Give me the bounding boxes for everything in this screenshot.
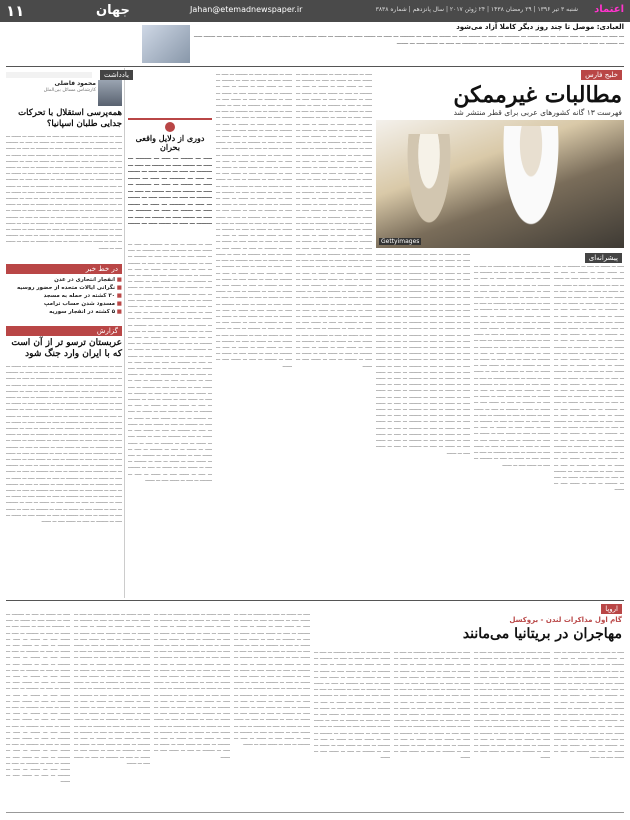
report-tag: گزارش — [6, 326, 122, 336]
quote-box — [128, 118, 212, 240]
author-photo — [98, 80, 122, 106]
main-story-column-3: ـــــ ـــ ـــــــ ـــ ـــــ ـــ ـــــــــ ـــ ـــــ ـــ ـــــــ ـــــ ـــ ـــــــ ـــ ـــــ ـــ ـــــــــ ـــ ـــــ ـــ ـــــــ ـــــ ـــ ـــــــ ـــ ـــــ ـــ ـــــــــ ـــ ـــــ ـــ ـــــــ ـــــ ـــ ـــــــ ـــ ـــــ ـــ ـــــــــ ـــ ـــــ ـــ ـــــــ ـــــ ـــ ـــــــ ـــ ـــــ ـــ ـــــــــ ـــ ـــــ ـــ ـــــــ ـــــ ـــ ـــــــ ـــ ـــــ ـــ ـــــــــ ـــ ـــــ ـــ ـــــــ ـــــ ـــ ـــــــ ـــ ـــــ ـــ ـــــــــ ـــ ـــــ ـــ ـــــــ ـــــ ـــ ـــــــ ـــ ـــــ ـــ ـــــــــ ـــ ـــــ ـــ ـــــــ ـــــ ـــ ـــــــ ـــ ـــــ ـــ ـــــــــ ـــ ـــــ ـــ ـــــــ ـــــ ـــ ـــــــ ـــ ـــــ ـــ ـــــــــ ـــ ـــــ ـــ ـــــــ ـــــ ـــ ـــــــ ـــ ـــــ ـــ ـــــــــ ـــ ـــــ ـــ ـــــــ ـــــ ـــ ـــــــ ـــ ـــــ ـــ ـــــــــ ـــ ـــــ ـــ ـــــــ ـــــ ـــ ـــــــ ـــ ـــــ ـــ ـــــــــ ـــ ـــــ ـــ ـــــــ ـــــ ـــ ـــــــ ـــ ـــــ ـــ ـــــــــ ـــ ـــــ ـــ ـــــــ ـــــ ـــ ـــــــ ـــ ـــــ ـــ ـــــــــ ـــ ـــــ ـــ ـــــــ ـــــ ـــ ـــــــ ـــ ـــــ ـــ ـــــــــ ـــ ـــــ ـــ ـــــــ ـــــ ـــ ـــــــ ـــ ـــــ ـــ ـــــــــ ـــ ـــــ ـــ ـــــــ ـــــ ـــ ـــــــ ـــ ـــــ ـــ ـــــــــ ـــ ـــــ ـــ ـــــــ ـــــ ـــ ـــــــ ـــ ـــــ ـــ ـــــــــ ـــ ـــــ ـــ ـــــــ ـــــ ـــ ـــــــ ـــ ـــــ ـــ ـــــــــ ـــ ـــــ ـــ ـــــــ ـــــ ـــ ـــــــ ـــ ـــــ ـــ ـــــــــ ـــ ـــــ ـــ ـــــــ ـــــ ـــ ـــــــ ـــ ـــــ ـــ ـــــــــ ـــ ـــــ ـــ ـــــــ ـــــ ـــ ـــــــ ـــ ـــــ ـــ ـــــــــ ـــ ـــــ ـــ ـــــــ ـــــ ـــ ـــــــ ـــ ـــــ ـــ ـــــــــ ـــ ـــــ ـــ ـــــــ ـــــ ـــ ـــــــ ـــ ـــــ ـــ ـــــــــ ـــ ـــــ ـــ ـــــــ ـــــ ـــ ـــــــ ـــ ـــــ ـــ ـــــــــ ـــ ـــــ ـــ ـــــــ ـــــ ـــ ـــــــ ـــ ـــــ ـــ ـــــــــ ـــ ـــــ ـــ ـــــــ ـــــ ـــ ـــــــ ـــ ـــــ ـــ ـــــــــ ـــ ـــــ ـــ ـــــــ ـــــ ـــ ـــــــ ـــ ـــــ ـــ ـــــــــ ـــ ـــــ ـــ ـــــــ ـــــ ـــ ـــــــ ـــ ـــــ ـــ ـــــــــ ـــ ـــــ ـــ ـــــــ ـــــ ـــ ـــــــ ـــ ـــــ ـــ ـــــــــ ـــ ـــــ ـــ ـــــــ ـــــ ـــ ـــــــ ـــ ـــــ ـــ ـــــــــ ـــ ـــــ ـــ ـــــــ ـــــ ـــ ـــــــ — [376, 252, 470, 456]
news-strip-headline: العبادی: موصل تا چند روز دیگر کاملا آزاد می‌شود — [456, 23, 624, 31]
photo-credit: Gettyimages — [381, 238, 420, 245]
opinion-tag: یادداشت — [100, 70, 133, 80]
divider — [6, 600, 624, 601]
main-story-column-4: ـــــ ـــ ـــــــ ـــ ـــــ ـــ ـــــــــ ـــ ـــــ ـــ ـــــــ ـــــ ـــ ـــــــ ـــ ـــــ ـــ ـــــــــ ـــ ـــــ ـــ ـــــــ ـــــ ـــ ـــــــ ـــ ـــــ ـــ ـــــــــ ـــ ـــــ ـــ ـــــــ ـــــ ـــ ـــــــ ـــ ـــــ ـــ ـــــــــ ـــ ـــــ ـــ ـــــــ ـــــ ـــ ـــــــ ـــ ـــــ ـــ ـــــــــ ـــ ـــــ ـــ ـــــــ ـــــ ـــ ـــــــ ـــ ـــــ ـــ ـــــــــ ـــ ـــــ ـــ ـــــــ ـــــ ـــ ـــــــ ـــ ـــــ ـــ ـــــــــ ـــ ـــــ ـــ ـــــــ ـــــ ـــ ـــــــ ـــ ـــــ ـــ ـــــــــ ـــ ـــــ ـــ ـــــــ ـــــ ـــ ـــــــ ـــ ـــــ ـــ ـــــــــ ـــ ـــــ ـــ ـــــــ ـــــ ـــ ـــــــ ـــ ـــــ ـــ ـــــــــ ـــ ـــــ ـــ ـــــــ ـــــ ـــ ـــــــ ـــ ـــــ ـــ ـــــــــ ـــ ـــــ ـــ ـــــــ ـــــ ـــ ـــــــ ـــ ـــــ ـــ ـــــــــ ـــ ـــــ ـــ ـــــــ ـــــ ـــ ـــــــ ـــ ـــــ ـــ ـــــــــ ـــ ـــــ ـــ ـــــــ ـــــ ـــ ـــــــ ـــ ـــــ ـــ ـــــــــ ـــ ـــــ ـــ ـــــــ ـــــ ـــ ـــــــ ـــ ـــــ ـــ ـــــــــ ـــ ـــــ ـــ ـــــــ ـــــ ـــ ـــــــ ـــ ـــــ ـــ ـــــــــ ـــ ـــــ ـــ ـــــــ ـــــ ـــ ـــــــ ـــ ـــــ ـــ ـــــــــ ـــ ـــــ ـــ ـــــــ ـــــ ـــ ـــــــ ـــ ـــــ ـــ ـــــــــ ـــ ـــــ ـــ ـــــــ ـــــ ـــ ـــــــ ـــ ـــــ ـــ ـــــــــ ـــ ـــــ ـــ ـــــــ ـــــ ـــ ـــــــ ـــ ـــــ ـــ ـــــــــ ـــ ـــــ ـــ ـــــــ ـــــ ـــ ـــــــ ـــ ـــــ ـــ ـــــــــ ـــ ـــــ ـــ ـــــــ ـــــ ـــ ـــــــ ـــ ـــــ ـــ ـــــــــ ـــ ـــــ ـــ ـــــــ ـــــ ـــ ـــــــ ـــ ـــــ ـــ ـــــــــ ـــ ـــــ ـــ ـــــــ ـــــ ـــ ـــــــ ـــ ـــــ ـــ ـــــــــ ـــ ـــــ ـــ ـــــــ ـــــ ـــ ـــــــ ـــ ـــــ ـــ ـــــــــ ـــ ـــــ ـــ ـــــــ ـــــ ـــ ـــــــ ـــ ـــــ ـــ ـــــــــ ـــ ـــــ ـــ ـــــــ ـــــ ـــ ـــــــ ـــ ـــــ ـــ ـــــــــ ـــ ـــــ ـــ ـــــــ ـــــ ـــ ـــــــ ـــ ـــــ ـــ ـــــــــ ـــ ـــــ ـــ ـــــــ ـــــ ـــ ـــــــ ـــ ـــــ ـــ ـــــــــ ـــ ـــــ ـــ ـــــــ ـــــ ـــ ـــــــ ـــ ـــــ ـــ ـــــــــ ـــ ـــــ ـــ ـــــــ ـــــ ـــ ـــــــ ـــ ـــــ ـــ ـــــــــ ـــ ـــــ ـــ ـــــــ ـــــ ـــ ـــــــ ـــ ـــــ ـــ ـــــــــ ـــ ـــــ ـــ ـــــــ ـــــ ـــ ـــــــ ـــ ـــــ ـــ ـــــــــ ـــ ـــــ ـــ ـــــــ ـــــ ـــ ـــــــ ـــ ـــــ ـــ ـــــــــ ـــ ـــــ ـــ ـــــــ ـــــ ـــ ـــــــ ـــ ـــــ ـــ ـــــــــ ـــ ـــــ ـــ ـــــــ ـــــ ـــ ـــــــ ـــ ـــــ ـــ ـــــــــ ـــ ـــــ ـــ ـــــــ ـــــ ـــ ـــــــ ـــ ـــــ ـــ ـــــــــ ـــ ـــــ ـــ ـــــــ ـــــ ـــ ـــــــ ـــ ـــــ ـــ ـــــــــ ـــ ـــــ ـــ ـــــــ ـــــ ـــ ـــــــ ـــ ـــــ ـــ ـــــــــ ـــ ـــــ ـــ ـــــــ ـــــ ـــ ـــــــ — [296, 72, 372, 369]
divider — [6, 66, 624, 67]
main-story-tag: خلیج فارس — [581, 70, 622, 80]
briefs-box — [6, 264, 122, 274]
main-story-column-1: ـــــ ـــ ـــــــ ـــ ـــــ ـــ ـــــــــ ـــ ـــــ ـــ ـــــــ ـــــ ـــ ـــــــ ـــ ـــــ ـــ ـــــــــ ـــ ـــــ ـــ ـــــــ ـــــ ـــ ـــــــ ـــ ـــــ ـــ ـــــــــ ـــ ـــــ ـــ ـــــــ ـــــ ـــ ـــــــ ـــ ـــــ ـــ ـــــــــ ـــ ـــــ ـــ ـــــــ ـــــ ـــ ـــــــ ـــ ـــــ ـــ ـــــــــ ـــ ـــــ ـــ ـــــــ ـــــ ـــ ـــــــ ـــ ـــــ ـــ ـــــــــ ـــ ـــــ ـــ ـــــــ ـــــ ـــ ـــــــ ـــ ـــــ ـــ ـــــــــ ـــ ـــــ ـــ ـــــــ ـــــ ـــ ـــــــ ـــ ـــــ ـــ ـــــــــ ـــ ـــــ ـــ ـــــــ ـــــ ـــ ـــــــ ـــ ـــــ ـــ ـــــــــ ـــ ـــــ ـــ ـــــــ ـــــ ـــ ـــــــ ـــ ـــــ ـــ ـــــــــ ـــ ـــــ ـــ ـــــــ ـــــ ـــ ـــــــ ـــ ـــــ ـــ ـــــــــ ـــ ـــــ ـــ ـــــــ ـــــ ـــ ـــــــ ـــ ـــــ ـــ ـــــــــ ـــ ـــــ ـــ ـــــــ ـــــ ـــ ـــــــ ـــ ـــــ ـــ ـــــــــ ـــ ـــــ ـــ ـــــــ ـــــ ـــ ـــــــ ـــ ـــــ ـــ ـــــــــ ـــ ـــــ ـــ ـــــــ ـــــ ـــ ـــــــ ـــ ـــــ ـــ ـــــــــ ـــ ـــــ ـــ ـــــــ ـــــ ـــ ـــــــ ـــ ـــــ ـــ ـــــــــ ـــ ـــــ ـــ ـــــــ ـــــ ـــ ـــــــ ـــ ـــــ ـــ ـــــــــ ـــ ـــــ ـــ ـــــــ ـــــ ـــ ـــــــ ـــ ـــــ ـــ ـــــــــ ـــ ـــــ ـــ ـــــــ ـــــ ـــ ـــــــ ـــ ـــــ ـــ ـــــــــ ـــ ـــــ ـــ ـــــــ ـــــ ـــ ـــــــ ـــ ـــــ ـــ ـــــــــ ـــ ـــــ ـــ ـــــــ ـــــ ـــ ـــــــ ـــ ـــــ ـــ ـــــــــ ـــ ـــــ ـــ ـــــــ ـــــ ـــ ـــــــ ـــ ـــــ ـــ ـــــــــ ـــ ـــــ ـــ ـــــــ ـــــ ـــ ـــــــ ـــ ـــــ ـــ ـــــــــ ـــ ـــــ ـــ ـــــــ ـــــ ـــ ـــــــ ـــ ـــــ ـــ ـــــــــ ـــ ـــــ ـــ ـــــــ ـــــ ـــ ـــــــ ـــ ـــــ ـــ ـــــــــ ـــ ـــــ ـــ ـــــــ ـــــ ـــ ـــــــ ـــ ـــــ ـــ ـــــــــ ـــ ـــــ ـــ ـــــــ ـــــ ـــ ـــــــ ـــ ـــــ ـــ ـــــــــ ـــ ـــــ ـــ ـــــــ ـــــ ـــ ـــــــ — [554, 264, 624, 493]
bottom-story-column-7: ـــــ ـــ ـــــــ ـــ ـــــ ـــ ـــــــــ ـــ ـــــ ـــ ـــــــ ـــــ ـــ ـــــــ ـــ ـــــ ـــ ـــــــــ ـــ ـــــ ـــ ـــــــ ـــــ ـــ ـــــــ ـــ ـــــ ـــ ـــــــــ ـــ ـــــ ـــ ـــــــ ـــــ ـــ ـــــــ ـــ ـــــ ـــ ـــــــــ ـــ ـــــ ـــ ـــــــ ـــــ ـــ ـــــــ ـــ ـــــ ـــ ـــــــــ ـــ ـــــ ـــ ـــــــ ـــــ ـــ ـــــــ ـــ ـــــ ـــ ـــــــــ ـــ ـــــ ـــ ـــــــ ـــــ ـــ ـــــــ ـــ ـــــ ـــ ـــــــــ ـــ ـــــ ـــ ـــــــ ـــــ ـــ ـــــــ ـــ ـــــ ـــ ـــــــــ ـــ ـــــ ـــ ـــــــ ـــــ ـــ ـــــــ ـــ ـــــ ـــ ـــــــــ ـــ ـــــ ـــ ـــــــ ـــــ ـــ ـــــــ ـــ ـــــ ـــ ـــــــــ ـــ ـــــ ـــ ـــــــ ـــــ ـــ ـــــــ ـــ ـــــ ـــ ـــــــــ ـــ ـــــ ـــ ـــــــ ـــــ ـــ ـــــــ ـــ ـــــ ـــ ـــــــــ ـــ ـــــ ـــ ـــــــ ـــــ ـــ ـــــــ ـــ ـــــ ـــ ـــــــــ ـــ ـــــ ـــ ـــــــ ـــــ ـــ ـــــــ ـــ ـــــ ـــ ـــــــــ ـــ ـــــ ـــ ـــــــ ـــــ ـــ ـــــــ ـــ ـــــ ـــ ـــــــــ ـــ ـــــ ـــ ـــــــ ـــــ ـــ ـــــــ ـــ ـــــ ـــ ـــــــــ ـــ ـــــ ـــ ـــــــ ـــــ ـــ ـــــــ ـــ ـــــ ـــ ـــــــــ ـــ ـــــ ـــ ـــــــ ـــــ ـــ ـــــــ ـــ ـــــ ـــ ـــــــــ ـــ ـــــ ـــ ـــــــ ـــــ ـــ ـــــــ ـــ ـــــ ـــ ـــــــــ ـــ ـــــ ـــ ـــــــ ـــــ ـــ ـــــــ ـــ ـــــ ـــ ـــــــــ ـــ ـــــ ـــ ـــــــ ـــــ ـــ ـــــــ — [74, 612, 150, 766]
main-story-column-5: ـــــ ـــ ـــــــ ـــ ـــــ ـــ ـــــــــ ـــ ـــــ ـــ ـــــــ ـــــ ـــ ـــــــ ـــ ـــــ ـــ ـــــــــ ـــ ـــــ ـــ ـــــــ ـــــ ـــ ـــــــ ـــ ـــــ ـــ ـــــــــ ـــ ـــــ ـــ ـــــــ ـــــ ـــ ـــــــ ـــ ـــــ ـــ ـــــــــ ـــ ـــــ ـــ ـــــــ ـــــ ـــ ـــــــ ـــ ـــــ ـــ ـــــــــ ـــ ـــــ ـــ ـــــــ ـــــ ـــ ـــــــ ـــ ـــــ ـــ ـــــــــ ـــ ـــــ ـــ ـــــــ ـــــ ـــ ـــــــ ـــ ـــــ ـــ ـــــــــ ـــ ـــــ ـــ ـــــــ ـــــ ـــ ـــــــ ـــ ـــــ ـــ ـــــــــ ـــ ـــــ ـــ ـــــــ ـــــ ـــ ـــــــ ـــ ـــــ ـــ ـــــــــ ـــ ـــــ ـــ ـــــــ ـــــ ـــ ـــــــ ـــ ـــــ ـــ ـــــــــ ـــ ـــــ ـــ ـــــــ ـــــ ـــ ـــــــ ـــ ـــــ ـــ ـــــــــ ـــ ـــــ ـــ ـــــــ ـــــ ـــ ـــــــ ـــ ـــــ ـــ ـــــــــ ـــ ـــــ ـــ ـــــــ ـــــ ـــ ـــــــ ـــ ـــــ ـــ ـــــــــ ـــ ـــــ ـــ ـــــــ ـــــ ـــ ـــــــ ـــ ـــــ ـــ ـــــــــ ـــ ـــــ ـــ ـــــــ ـــــ ـــ ـــــــ ـــ ـــــ ـــ ـــــــــ ـــ ـــــ ـــ ـــــــ ـــــ ـــ ـــــــ ـــ ـــــ ـــ ـــــــــ ـــ ـــــ ـــ ـــــــ ـــــ ـــ ـــــــ ـــ ـــــ ـــ ـــــــــ ـــ ـــــ ـــ ـــــــ ـــــ ـــ ـــــــ ـــ ـــــ ـــ ـــــــــ ـــ ـــــ ـــ ـــــــ ـــــ ـــ ـــــــ ـــ ـــــ ـــ ـــــــــ ـــ ـــــ ـــ ـــــــ ـــــ ـــ ـــــــ ـــ ـــــ ـــ ـــــــــ ـــ ـــــ ـــ ـــــــ ـــــ ـــ ـــــــ ـــ ـــــ ـــ ـــــــــ ـــ ـــــ ـــ ـــــــ ـــــ ـــ ـــــــ ـــ ـــــ ـــ ـــــــــ ـــ ـــــ ـــ ـــــــ ـــــ ـــ ـــــــ ـــ ـــــ ـــ ـــــــــ ـــ ـــــ ـــ ـــــــ ـــــ ـــ ـــــــ ـــ ـــــ ـــ ـــــــــ ـــ ـــــ ـــ ـــــــ ـــــ ـــ ـــــــ ـــ ـــــ ـــ ـــــــــ ـــ ـــــ ـــ ـــــــ ـــــ ـــ ـــــــ ـــ ـــــ ـــ ـــــــــ ـــ ـــــ ـــ ـــــــ ـــــ ـــ ـــــــ ـــ ـــــ ـــ ـــــــــ ـــ ـــــ ـــ ـــــــ ـــــ ـــ ـــــــ ـــ ـــــ ـــ ـــــــــ ـــ ـــــ ـــ ـــــــ ـــــ ـــ ـــــــ ـــ ـــــ ـــ ـــــــــ ـــ ـــــ ـــ ـــــــ ـــــ ـــ ـــــــ ـــ ـــــ ـــ ـــــــــ ـــ ـــــ ـــ ـــــــ ـــــ ـــ ـــــــ ـــ ـــــ ـــ ـــــــــ ـــ ـــــ ـــ ـــــــ ـــــ ـــ ـــــــ ـــ ـــــ ـــ ـــــــــ ـــ ـــــ ـــ ـــــــ ـــــ ـــ ـــــــ ـــ ـــــ ـــ ـــــــــ ـــ ـــــ ـــ ـــــــ ـــــ ـــ ـــــــ ـــ ـــــ ـــ ـــــــــ ـــ ـــــ ـــ ـــــــ ـــــ ـــ ـــــــ ـــ ـــــ ـــ ـــــــــ ـــ ـــــ ـــ ـــــــ ـــــ ـــ ـــــــ ـــ ـــــ ـــ ـــــــــ ـــ ـــــ ـــ ـــــــ ـــــ ـــ ـــــــ ـــ ـــــ ـــ ـــــــــ ـــ ـــــ ـــ ـــــــ ـــــ ـــ ـــــــ ـــ ـــــ ـــ ـــــــــ ـــ ـــــ ـــ ـــــــ ـــــ ـــ ـــــــ ـــ ـــــ ـــ ـــــــــ ـــ ـــــ ـــ ـــــــ ـــــ ـــ ـــــــ — [216, 72, 292, 369]
brief-item[interactable]: ■ نگرانی ایالات متحده از حضور روسیه — [16, 285, 122, 291]
main-story-column-2: ـــــ ـــ ـــــــ ـــ ـــــ ـــ ـــــــــ ـــ ـــــ ـــ ـــــــ ـــــ ـــ ـــــــ ـــ ـــــ ـــ ـــــــــ ـــ ـــــ ـــ ـــــــ ـــــ ـــ ـــــــ ـــ ـــــ ـــ ـــــــــ ـــ ـــــ ـــ ـــــــ ـــــ ـــ ـــــــ ـــ ـــــ ـــ ـــــــــ ـــ ـــــ ـــ ـــــــ ـــــ ـــ ـــــــ ـــ ـــــ ـــ ـــــــــ ـــ ـــــ ـــ ـــــــ ـــــ ـــ ـــــــ ـــ ـــــ ـــ ـــــــــ ـــ ـــــ ـــ ـــــــ ـــــ ـــ ـــــــ ـــ ـــــ ـــ ـــــــــ ـــ ـــــ ـــ ـــــــ ـــــ ـــ ـــــــ ـــ ـــــ ـــ ـــــــــ ـــ ـــــ ـــ ـــــــ ـــــ ـــ ـــــــ ـــ ـــــ ـــ ـــــــــ ـــ ـــــ ـــ ـــــــ ـــــ ـــ ـــــــ ـــ ـــــ ـــ ـــــــــ ـــ ـــــ ـــ ـــــــ ـــــ ـــ ـــــــ ـــ ـــــ ـــ ـــــــــ ـــ ـــــ ـــ ـــــــ ـــــ ـــ ـــــــ ـــ ـــــ ـــ ـــــــــ ـــ ـــــ ـــ ـــــــ ـــــ ـــ ـــــــ ـــ ـــــ ـــ ـــــــــ ـــ ـــــ ـــ ـــــــ ـــــ ـــ ـــــــ ـــ ـــــ ـــ ـــــــــ ـــ ـــــ ـــ ـــــــ ـــــ ـــ ـــــــ ـــ ـــــ ـــ ـــــــــ ـــ ـــــ ـــ ـــــــ ـــــ ـــ ـــــــ ـــ ـــــ ـــ ـــــــــ ـــ ـــــ ـــ ـــــــ ـــــ ـــ ـــــــ ـــ ـــــ ـــ ـــــــــ ـــ ـــــ ـــ ـــــــ ـــــ ـــ ـــــــ ـــ ـــــ ـــ ـــــــــ ـــ ـــــ ـــ ـــــــ ـــــ ـــ ـــــــ ـــ ـــــ ـــ ـــــــــ ـــ ـــــ ـــ ـــــــ ـــــ ـــ ـــــــ ـــ ـــــ ـــ ـــــــــ ـــ ـــــ ـــ ـــــــ ـــــ ـــ ـــــــ ـــ ـــــ ـــ ـــــــــ ـــ ـــــ ـــ ـــــــ ـــــ ـــ ـــــــ ـــ ـــــ ـــ ـــــــــ ـــ ـــــ ـــ ـــــــ ـــــ ـــ ـــــــ ـــ ـــــ ـــ ـــــــــ ـــ ـــــ ـــ ـــــــ ـــــ ـــ ـــــــ ـــ ـــــ ـــ ـــــــــ ـــ ـــــ ـــ ـــــــ ـــــ ـــ ـــــــ ـــ ـــــ ـــ ـــــــــ ـــ ـــــ ـــ ـــــــ ـــــ ـــ ـــــــ ـــ ـــــ ـــ ـــــــــ ـــ ـــــ ـــ ـــــــ ـــــ ـــ ـــــــ ـــ ـــــ ـــ ـــــــــ ـــ ـــــ ـــ ـــــــ ـــــ ـــ ـــــــ — [474, 264, 550, 468]
opinion-headline: همه‌پرسی استقلال با تحرکات جدایی طلبان اسپانیا؟ — [18, 108, 122, 129]
section-email[interactable]: Jahan@etemadnewspaper.ir — [190, 5, 303, 14]
main-story-photo — [376, 120, 624, 248]
column-tag: پیشرانه‌ای — [585, 253, 622, 263]
figure-right — [496, 126, 566, 246]
briefs-tag: در خط خبر — [6, 264, 122, 274]
newspaper-logo: اعتماد — [594, 4, 624, 15]
bottom-story-column-3: ـــــ ـــ ـــــــ ـــ ـــــ ـــ ـــــــــ ـــ ـــــ ـــ ـــــــ ـــــ ـــ ـــــــ ـــ ـــــ ـــ ـــــــــ ـــ ـــــ ـــ ـــــــ ـــــ ـــ ـــــــ ـــ ـــــ ـــ ـــــــــ ـــ ـــــ ـــ ـــــــ ـــــ ـــ ـــــــ ـــ ـــــ ـــ ـــــــــ ـــ ـــــ ـــ ـــــــ ـــــ ـــ ـــــــ ـــ ـــــ ـــ ـــــــــ ـــ ـــــ ـــ ـــــــ ـــــ ـــ ـــــــ ـــ ـــــ ـــ ـــــــــ ـــ ـــــ ـــ ـــــــ ـــــ ـــ ـــــــ ـــ ـــــ ـــ ـــــــــ ـــ ـــــ ـــ ـــــــ ـــــ ـــ ـــــــ ـــ ـــــ ـــ ـــــــــ ـــ ـــــ ـــ ـــــــ ـــــ ـــ ـــــــ ـــ ـــــ ـــ ـــــــــ ـــ ـــــ ـــ ـــــــ ـــــ ـــ ـــــــ ـــ ـــــ ـــ ـــــــــ ـــ ـــــ ـــ ـــــــ ـــــ ـــ ـــــــ ـــ ـــــ ـــ ـــــــــ ـــ ـــــ ـــ ـــــــ ـــــ ـــ ـــــــ ـــ ـــــ ـــ ـــــــــ ـــ ـــــ ـــ ـــــــ ـــــ ـــ ـــــــ ـــ ـــــ ـــ ـــــــــ ـــ ـــــ ـــ ـــــــ ـــــ ـــ ـــــــ ـــ ـــــ ـــ ـــــــــ ـــ ـــــ ـــ ـــــــ ـــــ ـــ ـــــــ — [394, 650, 470, 761]
news-strip-photo — [142, 25, 190, 63]
quote-box-label: دوری از دلایل واقعی بحران — [135, 133, 205, 152]
brief-item[interactable]: ■ انفجار انتحاری در عدن — [54, 277, 122, 283]
opinion-body-continued: ـــــ ـــ ـــــــ ـــ ـــــ ـــ ـــــــــ ـــ ـــــ ـــ ـــــــ ـــــ ـــ ـــــــ ـــ ـــــ ـــ ـــــــــ ـــ ـــــ ـــ ـــــــ ـــــ ـــ ـــــــ ـــ ـــــ ـــ ـــــــــ ـــ ـــــ ـــ ـــــــ ـــــ ـــ ـــــــ ـــ ـــــ ـــ ـــــــــ ـــ ـــــ ـــ ـــــــ ـــــ ـــ ـــــــ ـــ ـــــ ـــ ـــــــــ ـــ ـــــ ـــ ـــــــ ـــــ ـــ ـــــــ ـــ ـــــ ـــ ـــــــــ ـــ ـــــ ـــ ـــــــ ـــــ ـــ ـــــــ ـــ ـــــ ـــ ـــــــــ ـــ ـــــ ـــ ـــــــ ـــــ ـــ ـــــــ ـــ ـــــ ـــ ـــــــــ ـــ ـــــ ـــ ـــــــ ـــــ ـــ ـــــــ ـــ ـــــ ـــ ـــــــــ ـــ ـــــ ـــ ـــــــ ـــــ ـــ ـــــــ ـــ ـــــ ـــ ـــــــــ ـــ ـــــ ـــ ـــــــ ـــــ ـــ ـــــــ ـــ ـــــ ـــ ـــــــــ ـــ ـــــ ـــ ـــــــ ـــــ ـــ ـــــــ ـــ ـــــ ـــ ـــــــــ ـــ ـــــ ـــ ـــــــ ـــــ ـــ ـــــــ ـــ ـــــ ـــ ـــــــــ ـــ ـــــ ـــ ـــــــ ـــــ ـــ ـــــــ ـــ ـــــ ـــ ـــــــــ ـــ ـــــ ـــ ـــــــ ـــــ ـــ ـــــــ ـــ ـــــ ـــ ـــــــــ ـــ ـــــ ـــ ـــــــ ـــــ ـــ ـــــــ ـــ ـــــ ـــ ـــــــــ ـــ ـــــ ـــ ـــــــ ـــــ ـــ ـــــــ ـــ ـــــ ـــ ـــــــــ ـــ ـــــ ـــ ـــــــ ـــــ ـــ ـــــــ ـــ ـــــ ـــ ـــــــــ ـــ ـــــ ـــ ـــــــ ـــــ ـــ ـــــــ ـــ ـــــ ـــ ـــــــــ ـــ ـــــ ـــ ـــــــ ـــــ ـــ ـــــــ ـــ ـــــ ـــ ـــــــــ ـــ ـــــ ـــ ـــــــ ـــــ ـــ ـــــــ ـــ ـــــ ـــ ـــــــــ ـــ ـــــ ـــ ـــــــ ـــــ ـــ ـــــــ ـــ ـــــ ـــ ـــــــــ ـــ ـــــ ـــ ـــــــ ـــــ ـــ ـــــــ ـــ ـــــ ـــ ـــــــــ ـــ ـــــ ـــ ـــــــ ـــــ ـــ ـــــــ ـــ ـــــ ـــ ـــــــــ ـــ ـــــ ـــ ـــــــ ـــــ ـــ ـــــــ ـــ ـــــ ـــ ـــــــــ ـــ ـــــ ـــ ـــــــ ـــــ ـــ ـــــــ ـــ ـــــ ـــ ـــــــــ ـــ ـــــ ـــ ـــــــ ـــــ ـــ ـــــــ ـــ ـــــ ـــ ـــــــــ ـــ ـــــ ـــ ـــــــ ـــــ ـــ ـــــــ ـــ ـــــ ـــ ـــــــــ ـــ ـــــ ـــ ـــــــ ـــــ ـــ ـــــــ ـــ ـــــ ـــ ـــــــــ ـــ ـــــ ـــ ـــــــ ـــــ ـــ ـــــــ ـــ ـــــ ـــ ـــــــــ ـــ ـــــ ـــ ـــــــ ـــــ ـــ ـــــــ ـــ ـــــ ـــ ـــــــــ ـــ ـــــ ـــ ـــــــ ـــــ ـــ ـــــــ ـــ ـــــ ـــ ـــــــــ ـــ ـــــ ـــ ـــــــ ـــــ ـــ ـــــــ ـــ ـــــ ـــ ـــــــــ ـــ ـــــ ـــ ـــــــ ـــــ ـــ ـــــــ ـــ ـــــ ـــ ـــــــــ ـــ ـــــ ـــ ـــــــ ـــــ ـــ ـــــــ ـــ ـــــ ـــ ـــــــــ ـــ ـــــ ـــ ـــــــ ـــــ ـــ ـــــــ — [128, 242, 212, 483]
briefs-list — [6, 276, 122, 316]
report-body: ـــــ ـــ ـــــــ ـــ ـــــ ـــ ـــــــــ ـــ ـــــ ـــ ـــــــ ـــــ ـــ ـــــــ ـــ ـــــ ـــ ـــــــــ ـــ ـــــ ـــ ـــــــ ـــــ ـــ ـــــــ ـــ ـــــ ـــ ـــــــــ ـــ ـــــ ـــ ـــــــ ـــــ ـــ ـــــــ ـــ ـــــ ـــ ـــــــــ ـــ ـــــ ـــ ـــــــ ـــــ ـــ ـــــــ ـــ ـــــ ـــ ـــــــــ ـــ ـــــ ـــ ـــــــ ـــــ ـــ ـــــــ ـــ ـــــ ـــ ـــــــــ ـــ ـــــ ـــ ـــــــ ـــــ ـــ ـــــــ ـــ ـــــ ـــ ـــــــــ ـــ ـــــ ـــ ـــــــ ـــــ ـــ ـــــــ ـــ ـــــ ـــ ـــــــــ ـــ ـــــ ـــ ـــــــ ـــــ ـــ ـــــــ ـــ ـــــ ـــ ـــــــــ ـــ ـــــ ـــ ـــــــ ـــــ ـــ ـــــــ ـــ ـــــ ـــ ـــــــــ ـــ ـــــ ـــ ـــــــ ـــــ ـــ ـــــــ ـــ ـــــ ـــ ـــــــــ ـــ ـــــ ـــ ـــــــ ـــــ ـــ ـــــــ ـــ ـــــ ـــ ـــــــــ ـــ ـــــ ـــ ـــــــ ـــــ ـــ ـــــــ ـــ ـــــ ـــ ـــــــــ ـــ ـــــ ـــ ـــــــ ـــــ ـــ ـــــــ ـــ ـــــ ـــ ـــــــــ ـــ ـــــ ـــ ـــــــ ـــــ ـــ ـــــــ ـــ ـــــ ـــ ـــــــــ ـــ ـــــ ـــ ـــــــ ـــــ ـــ ـــــــ ـــ ـــــ ـــ ـــــــــ ـــ ـــــ ـــ ـــــــ ـــــ ـــ ـــــــ ـــ ـــــ ـــ ـــــــــ ـــ ـــــ ـــ ـــــــ ـــــ ـــ ـــــــ ـــ ـــــ ـــ ـــــــــ ـــ ـــــ ـــ ـــــــ ـــــ ـــ ـــــــ ـــ ـــــ ـــ ـــــــــ ـــ ـــــ ـــ ـــــــ ـــــ ـــ ـــــــ ـــ ـــــ ـــ ـــــــــ ـــ ـــــ ـــ ـــــــ ـــــ ـــ ـــــــ ـــ ـــــ ـــ ـــــــــ ـــ ـــــ ـــ ـــــــ ـــــ ـــ ـــــــ ـــ ـــــ ـــ ـــــــــ ـــ ـــــ ـــ ـــــــ ـــــ ـــ ـــــــ ـــ ـــــ ـــ ـــــــــ ـــ ـــــ ـــ ـــــــ ـــــ ـــ ـــــــ ـــ ـــــ ـــ ـــــــــ ـــ ـــــ ـــ ـــــــ ـــــ ـــ ـــــــ ـــ ـــــ ـــ ـــــــــ ـــ ـــــ ـــ ـــــــ ـــــ ـــ ـــــــ ـــ ـــــ ـــ ـــــــــ ـــ ـــــ ـــ ـــــــ ـــــ ـــ ـــــــ ـــ ـــــ ـــ ـــــــــ ـــ ـــــ ـــ ـــــــ ـــــ ـــ ـــــــ ـــ ـــــ ـــ ـــــــــ ـــ ـــــ ـــ ـــــــ ـــــ ـــ ـــــــ ـــ ـــــ ـــ ـــــــــ ـــ ـــــ ـــ ـــــــ ـــــ ـــ ـــــــ ـــ ـــــ ـــ ـــــــــ ـــ ـــــ ـــ ـــــــ ـــــ ـــ ـــــــ ـــ ـــــ ـــ ـــــــــ ـــ ـــــ ـــ ـــــــ ـــــ ـــ ـــــــ ـــ ـــــ ـــ ـــــــــ ـــ ـــــ ـــ ـــــــ ـــــ ـــ ـــــــ ـــ ـــــ ـــ ـــــــــ ـــ ـــــ ـــ ـــــــ ـــــ ـــ ـــــــ ـــ ـــــ ـــ ـــــــــ ـــ ـــــ ـــ ـــــــ ـــــ ـــ ـــــــ — [6, 364, 122, 525]
report-headline: عربستان ترسو تر از آن است که با ایران وارد جنگ شود — [11, 338, 122, 359]
bottom-story-tag: اروپا — [601, 604, 622, 614]
section-title: جهان — [96, 3, 130, 18]
bottom-story-headline: مهاجران در بریتانیا می‌مانند — [462, 626, 622, 642]
page-bottom-rule — [6, 812, 624, 813]
page-header-bar — [0, 0, 630, 22]
bottom-story-kicker: گام اول مذاکرات لندن - بروکسل — [509, 616, 622, 624]
bottom-story-column-2: ـــــ ـــ ـــــــ ـــ ـــــ ـــ ـــــــــ ـــ ـــــ ـــ ـــــــ ـــــ ـــ ـــــــ ـــ ـــــ ـــ ـــــــــ ـــ ـــــ ـــ ـــــــ ـــــ ـــ ـــــــ ـــ ـــــ ـــ ـــــــــ ـــ ـــــ ـــ ـــــــ ـــــ ـــ ـــــــ ـــ ـــــ ـــ ـــــــــ ـــ ـــــ ـــ ـــــــ ـــــ ـــ ـــــــ ـــ ـــــ ـــ ـــــــــ ـــ ـــــ ـــ ـــــــ ـــــ ـــ ـــــــ ـــ ـــــ ـــ ـــــــــ ـــ ـــــ ـــ ـــــــ ـــــ ـــ ـــــــ ـــ ـــــ ـــ ـــــــــ ـــ ـــــ ـــ ـــــــ ـــــ ـــ ـــــــ ـــ ـــــ ـــ ـــــــــ ـــ ـــــ ـــ ـــــــ ـــــ ـــ ـــــــ ـــ ـــــ ـــ ـــــــــ ـــ ـــــ ـــ ـــــــ ـــــ ـــ ـــــــ ـــ ـــــ ـــ ـــــــــ ـــ ـــــ ـــ ـــــــ ـــــ ـــ ـــــــ ـــ ـــــ ـــ ـــــــــ ـــ ـــــ ـــ ـــــــ ـــــ ـــ ـــــــ ـــ ـــــ ـــ ـــــــــ ـــ ـــــ ـــ ـــــــ ـــــ ـــ ـــــــ ـــ ـــــ ـــ ـــــــــ ـــ ـــــ ـــ ـــــــ ـــــ ـــ ـــــــ ـــ ـــــ ـــ ـــــــــ ـــ ـــــ ـــ ـــــــ ـــــ ـــ ـــــــ — [474, 650, 550, 761]
main-story-headline: مطالبات غیرممکن — [453, 82, 622, 108]
page-number: ۱۱ — [6, 2, 25, 20]
quote-box-text: ـــــ ـــ ـــــــ ـــ ـــــ ـــ ـــــــــ ـــ ـــــ ـــ ـــــــ ـــــ ـــ ـــــــ ـــ ـــــ ـــ ـــــــــ ـــ ـــــ ـــ ـــــــ ـــــ ـــ ـــــــ ـــ ـــــ ـــ ـــــــــ ـــ ـــــ ـــ ـــــــ ـــــ ـــ ـــــــ ـــ ـــــ ـــ ـــــــــ ـــ ـــــ ـــ ـــــــ ـــــ ـــ ـــــــ ـــ ـــــ ـــ ـــــــــ ـــ ـــــ ـــ ـــــــ ـــــ ـــ ـــــــ ـــ ـــــ ـــ ـــــــــ ـــ ـــــ ـــ ـــــــ ـــــ ـــ ـــــــ ـــ ـــــ ـــ ـــــــــ ـــ ـــــ ـــ ـــــــ ـــــ ـــ ـــــــ ـــ ـــــ ـــ ـــــــــ ـــ ـــــ ـــ ـــــــ ـــــ ـــ ـــــــ — [128, 155, 212, 226]
brief-item[interactable]: ■ ۳۰ کشته در حمله به مسجد — [43, 293, 122, 299]
news-strip — [194, 24, 624, 64]
bottom-story-column-8: ـــــ ـــ ـــــــ ـــ ـــــ ـــ ـــــــــ ـــ ـــــ ـــ ـــــــ ـــــ ـــ ـــــــ ـــ ـــــ ـــ ـــــــــ ـــ ـــــ ـــ ـــــــ ـــــ ـــ ـــــــ ـــ ـــــ ـــ ـــــــــ ـــ ـــــ ـــ ـــــــ ـــــ ـــ ـــــــ ـــ ـــــ ـــ ـــــــــ ـــ ـــــ ـــ ـــــــ ـــــ ـــ ـــــــ ـــ ـــــ ـــ ـــــــــ ـــ ـــــ ـــ ـــــــ ـــــ ـــ ـــــــ ـــ ـــــ ـــ ـــــــــ ـــ ـــــ ـــ ـــــــ ـــــ ـــ ـــــــ ـــ ـــــ ـــ ـــــــــ ـــ ـــــ ـــ ـــــــ ـــــ ـــ ـــــــ ـــ ـــــ ـــ ـــــــــ ـــ ـــــ ـــ ـــــــ ـــــ ـــ ـــــــ ـــ ـــــ ـــ ـــــــــ ـــ ـــــ ـــ ـــــــ ـــــ ـــ ـــــــ ـــ ـــــ ـــ ـــــــــ ـــ ـــــ ـــ ـــــــ ـــــ ـــ ـــــــ ـــ ـــــ ـــ ـــــــــ ـــ ـــــ ـــ ـــــــ ـــــ ـــ ـــــــ ـــ ـــــ ـــ ـــــــــ ـــ ـــــ ـــ ـــــــ ـــــ ـــ ـــــــ ـــ ـــــ ـــ ـــــــــ ـــ ـــــ ـــ ـــــــ ـــــ ـــ ـــــــ ـــ ـــــ ـــ ـــــــــ ـــ ـــــ ـــ ـــــــ ـــــ ـــ ـــــــ ـــ ـــــ ـــ ـــــــــ ـــ ـــــ ـــ ـــــــ ـــــ ـــ ـــــــ ـــ ـــــ ـــ ـــــــــ ـــ ـــــ ـــ ـــــــ ـــــ ـــ ـــــــ ـــ ـــــ ـــ ـــــــــ ـــ ـــــ ـــ ـــــــ ـــــ ـــ ـــــــ ـــ ـــــ ـــ ـــــــــ ـــ ـــــ ـــ ـــــــ ـــــ ـــ ـــــــ — [6, 612, 70, 785]
main-story-subheadline: فهرست ۱۳ گانه کشورهای عربی برای قطر منتشر شد — [453, 108, 622, 117]
news-strip-body: ـــ ـــــ ـــ ـــــــــ ـــ ـــــ ـــــــ ـــ ـــــ ـــــــ ـــ ـــــــــ ـــ ـــــ ـــ ـــــــ ـــــ ـــ ـــــــ ـــ ـــــ ـــ ـــــــــ ـــ ـــــ ـــ ـــــــ ـــــ ـــ ـــــــ ـــ ـــــ ـــــــ ـــ ـــ ـــــــ ـــ ـــــ ـــ ـــــــــ ـــ ـــــ ـــ ـــــــ ـــــ ـــ ـــــــ ـــ ـــــ ـــ ـــــــــ ـــ ـــــ ـــ ـــــــ ـــــ ـــ ـــــــ ـــ ـــــ ـــ ـــــــــ ـــ ـــــ ـــ ـــــــ ـــــ ـــ ـــــــ — [194, 33, 624, 46]
brief-item[interactable]: ■ مسدود شدن حساب ترامپ — [43, 301, 122, 307]
bottom-story-column-1: ـــــ ـــ ـــــــ ـــ ـــــ ـــ ـــــــــ ـــ ـــــ ـــ ـــــــ ـــــ ـــ ـــــــ ـــ ـــــ ـــ ـــــــــ ـــ ـــــ ـــ ـــــــ ـــــ ـــ ـــــــ ـــ ـــــ ـــ ـــــــــ ـــ ـــــ ـــ ـــــــ ـــــ ـــ ـــــــ ـــ ـــــ ـــ ـــــــــ ـــ ـــــ ـــ ـــــــ ـــــ ـــ ـــــــ ـــ ـــــ ـــ ـــــــــ ـــ ـــــ ـــ ـــــــ ـــــ ـــ ـــــــ ـــ ـــــ ـــ ـــــــــ ـــ ـــــ ـــ ـــــــ ـــــ ـــ ـــــــ ـــ ـــــ ـــ ـــــــــ ـــ ـــــ ـــ ـــــــ ـــــ ـــ ـــــــ ـــ ـــــ ـــ ـــــــــ ـــ ـــــ ـــ ـــــــ ـــــ ـــ ـــــــ ـــ ـــــ ـــ ـــــــــ ـــ ـــــ ـــ ـــــــ ـــــ ـــ ـــــــ ـــ ـــــ ـــ ـــــــــ ـــ ـــــ ـــ ـــــــ ـــــ ـــ ـــــــ ـــ ـــــ ـــ ـــــــــ ـــ ـــــ ـــ ـــــــ ـــــ ـــ ـــــــ ـــ ـــــ ـــ ـــــــــ ـــ ـــــ ـــ ـــــــ ـــــ ـــ ـــــــ ـــ ـــــ ـــ ـــــــــ ـــ ـــــ ـــ ـــــــ ـــــ ـــ ـــــــ — [554, 650, 624, 761]
figure-left — [404, 134, 454, 234]
bottom-story-column-6: ـــــ ـــ ـــــــ ـــ ـــــ ـــ ـــــــــ ـــ ـــــ ـــ ـــــــ ـــــ ـــ ـــــــ ـــ ـــــ ـــ ـــــــــ ـــ ـــــ ـــ ـــــــ ـــــ ـــ ـــــــ ـــ ـــــ ـــ ـــــــــ ـــ ـــــ ـــ ـــــــ ـــــ ـــ ـــــــ ـــ ـــــ ـــ ـــــــــ ـــ ـــــ ـــ ـــــــ ـــــ ـــ ـــــــ ـــ ـــــ ـــ ـــــــــ ـــ ـــــ ـــ ـــــــ ـــــ ـــ ـــــــ ـــ ـــــ ـــ ـــــــــ ـــ ـــــ ـــ ـــــــ ـــــ ـــ ـــــــ ـــ ـــــ ـــ ـــــــــ ـــ ـــــ ـــ ـــــــ ـــــ ـــ ـــــــ ـــ ـــــ ـــ ـــــــــ ـــ ـــــ ـــ ـــــــ ـــــ ـــ ـــــــ ـــ ـــــ ـــ ـــــــــ ـــ ـــــ ـــ ـــــــ ـــــ ـــ ـــــــ ـــ ـــــ ـــ ـــــــــ ـــ ـــــ ـــ ـــــــ ـــــ ـــ ـــــــ ـــ ـــــ ـــ ـــــــــ ـــ ـــــ ـــ ـــــــ ـــــ ـــ ـــــــ ـــ ـــــ ـــ ـــــــــ ـــ ـــــ ـــ ـــــــ ـــــ ـــ ـــــــ ـــ ـــــ ـــ ـــــــــ ـــ ـــــ ـــ ـــــــ ـــــ ـــ ـــــــ ـــ ـــــ ـــ ـــــــــ ـــ ـــــ ـــ ـــــــ ـــــ ـــ ـــــــ ـــ ـــــ ـــ ـــــــــ ـــ ـــــ ـــ ـــــــ ـــــ ـــ ـــــــ ـــ ـــــ ـــ ـــــــــ ـــ ـــــ ـــ ـــــــ ـــــ ـــ ـــــــ ـــ ـــــ ـــ ـــــــــ ـــ ـــــ ـــ ـــــــ ـــــ ـــ ـــــــ ـــ ـــــ ـــ ـــــــــ ـــ ـــــ ـــ ـــــــ ـــــ ـــ ـــــــ ـــ ـــــ ـــ ـــــــــ ـــ ـــــ ـــ ـــــــ ـــــ ـــ ـــــــ — [154, 612, 230, 760]
column-divider — [124, 68, 125, 598]
opinion-body: ـــــ ـــ ـــــــ ـــ ـــــ ـــ ـــــــــ ـــ ـــــ ـــ ـــــــ ـــــ ـــ ـــــــ ـــ ـــــ ـــ ـــــــــ ـــ ـــــ ـــ ـــــــ ـــــ ـــ ـــــــ ـــ ـــــ ـــ ـــــــــ ـــ ـــــ ـــ ـــــــ ـــــ ـــ ـــــــ ـــ ـــــ ـــ ـــــــــ ـــ ـــــ ـــ ـــــــ ـــــ ـــ ـــــــ ـــ ـــــ ـــ ـــــــــ ـــ ـــــ ـــ ـــــــ ـــــ ـــ ـــــــ ـــ ـــــ ـــ ـــــــــ ـــ ـــــ ـــ ـــــــ ـــــ ـــ ـــــــ ـــ ـــــ ـــ ـــــــــ ـــ ـــــ ـــ ـــــــ ـــــ ـــ ـــــــ ـــ ـــــ ـــ ـــــــــ ـــ ـــــ ـــ ـــــــ ـــــ ـــ ـــــــ ـــ ـــــ ـــ ـــــــــ ـــ ـــــ ـــ ـــــــ ـــــ ـــ ـــــــ ـــ ـــــ ـــ ـــــــــ ـــ ـــــ ـــ ـــــــ ـــــ ـــ ـــــــ ـــ ـــــ ـــ ـــــــــ ـــ ـــــ ـــ ـــــــ ـــــ ـــ ـــــــ ـــ ـــــ ـــ ـــــــــ ـــ ـــــ ـــ ـــــــ ـــــ ـــ ـــــــ ـــ ـــــ ـــ ـــــــــ ـــ ـــــ ـــ ـــــــ ـــــ ـــ ـــــــ ـــ ـــــ ـــ ـــــــــ ـــ ـــــ ـــ ـــــــ ـــــ ـــ ـــــــ ـــ ـــــ ـــ ـــــــــ ـــ ـــــ ـــ ـــــــ ـــــ ـــ ـــــــ ـــ ـــــ ـــ ـــــــــ ـــ ـــــ ـــ ـــــــ ـــــ ـــ ـــــــ ـــ ـــــ ـــ ـــــــــ ـــ ـــــ ـــ ـــــــ ـــــ ـــ ـــــــ ـــ ـــــ ـــ ـــــــــ ـــ ـــــ ـــ ـــــــ ـــــ ـــ ـــــــ ـــ ـــــ ـــ ـــــــــ ـــ ـــــ ـــ ـــــــ ـــــ ـــ ـــــــ ـــ ـــــ ـــ ـــــــــ ـــ ـــــ ـــ ـــــــ ـــــ ـــ ـــــــ ـــ ـــــ ـــ ـــــــــ ـــ ـــــ ـــ ـــــــ ـــــ ـــ ـــــــ ـــ ـــــ ـــ ـــــــــ ـــ ـــــ ـــ ـــــــ ـــــ ـــ ـــــــ ـــ ـــــ ـــ ـــــــــ ـــ ـــــ ـــ ـــــــ ـــــ ـــ ـــــــ ـــ ـــــ ـــ ـــــــــ ـــ ـــــ ـــ ـــــــ ـــــ ـــ ـــــــ — [6, 134, 122, 251]
author-name: محمود فاضلی — [54, 80, 96, 87]
brief-item[interactable]: ■ ۵ کشته در انفجار سوریه — [49, 309, 122, 315]
author-title: کارشناس مسائل بین‌الملل — [43, 88, 96, 93]
spacer-top — [6, 72, 92, 78]
issue-date-line: شنبه ۳ تیر ۱۳۹۶ | ۲۹ رمضان ۱۴۳۸ | ۲۴ ژوئن ۲۰۱۷ | سال پانزدهم | شماره ۳۸۳۸ — [375, 6, 578, 13]
bottom-story-column-4: ـــــ ـــ ـــــــ ـــ ـــــ ـــ ـــــــــ ـــ ـــــ ـــ ـــــــ ـــــ ـــ ـــــــ ـــ ـــــ ـــ ـــــــــ ـــ ـــــ ـــ ـــــــ ـــــ ـــ ـــــــ ـــ ـــــ ـــ ـــــــــ ـــ ـــــ ـــ ـــــــ ـــــ ـــ ـــــــ ـــ ـــــ ـــ ـــــــــ ـــ ـــــ ـــ ـــــــ ـــــ ـــ ـــــــ ـــ ـــــ ـــ ـــــــــ ـــ ـــــ ـــ ـــــــ ـــــ ـــ ـــــــ ـــ ـــــ ـــ ـــــــــ ـــ ـــــ ـــ ـــــــ ـــــ ـــ ـــــــ ـــ ـــــ ـــ ـــــــــ ـــ ـــــ ـــ ـــــــ ـــــ ـــ ـــــــ ـــ ـــــ ـــ ـــــــــ ـــ ـــــ ـــ ـــــــ ـــــ ـــ ـــــــ ـــ ـــــ ـــ ـــــــــ ـــ ـــــ ـــ ـــــــ ـــــ ـــ ـــــــ ـــ ـــــ ـــ ـــــــــ ـــ ـــــ ـــ ـــــــ ـــــ ـــ ـــــــ ـــ ـــــ ـــ ـــــــــ ـــ ـــــ ـــ ـــــــ ـــــ ـــ ـــــــ ـــ ـــــ ـــ ـــــــــ ـــ ـــــ ـــ ـــــــ ـــــ ـــ ـــــــ ـــ ـــــ ـــ ـــــــــ ـــ ـــــ ـــ ـــــــ ـــــ ـــ ـــــــ ـــ ـــــ ـــ ـــــــــ ـــ ـــــ ـــ ـــــــ ـــــ ـــ ـــــــ — [314, 650, 390, 761]
bottom-story-column-5: ـــــ ـــ ـــــــ ـــ ـــــ ـــ ـــــــــ ـــ ـــــ ـــ ـــــــ ـــــ ـــ ـــــــ ـــ ـــــ ـــ ـــــــــ ـــ ـــــ ـــ ـــــــ ـــــ ـــ ـــــــ ـــ ـــــ ـــ ـــــــــ ـــ ـــــ ـــ ـــــــ ـــــ ـــ ـــــــ ـــ ـــــ ـــ ـــــــــ ـــ ـــــ ـــ ـــــــ ـــــ ـــ ـــــــ ـــ ـــــ ـــ ـــــــــ ـــ ـــــ ـــ ـــــــ ـــــ ـــ ـــــــ ـــ ـــــ ـــ ـــــــــ ـــ ـــــ ـــ ـــــــ ـــــ ـــ ـــــــ ـــ ـــــ ـــ ـــــــــ ـــ ـــــ ـــ ـــــــ ـــــ ـــ ـــــــ ـــ ـــــ ـــ ـــــــــ ـــ ـــــ ـــ ـــــــ ـــــ ـــ ـــــــ ـــ ـــــ ـــ ـــــــــ ـــ ـــــ ـــ ـــــــ ـــــ ـــ ـــــــ ـــ ـــــ ـــ ـــــــــ ـــ ـــــ ـــ ـــــــ ـــــ ـــ ـــــــ ـــ ـــــ ـــ ـــــــــ ـــ ـــــ ـــ ـــــــ ـــــ ـــ ـــــــ ـــ ـــــ ـــ ـــــــــ ـــ ـــــ ـــ ـــــــ ـــــ ـــ ـــــــ ـــ ـــــ ـــ ـــــــــ ـــ ـــــ ـــ ـــــــ ـــــ ـــ ـــــــ ـــ ـــــ ـــ ـــــــــ ـــ ـــــ ـــ ـــــــ ـــــ ـــ ـــــــ ـــ ـــــ ـــ ـــــــــ ـــ ـــــ ـــ ـــــــ ـــــ ـــ ـــــــ ـــ ـــــ ـــ ـــــــــ ـــ ـــــ ـــ ـــــــ ـــــ ـــ ـــــــ ـــ ـــــ ـــ ـــــــــ ـــ ـــــ ـــ ـــــــ ـــــ ـــ ـــــــ ـــ ـــــ ـــ ـــــــــ ـــ ـــــ ـــ ـــــــ ـــــ ـــ ـــــــ — [234, 612, 310, 748]
quote-icon — [165, 122, 175, 132]
